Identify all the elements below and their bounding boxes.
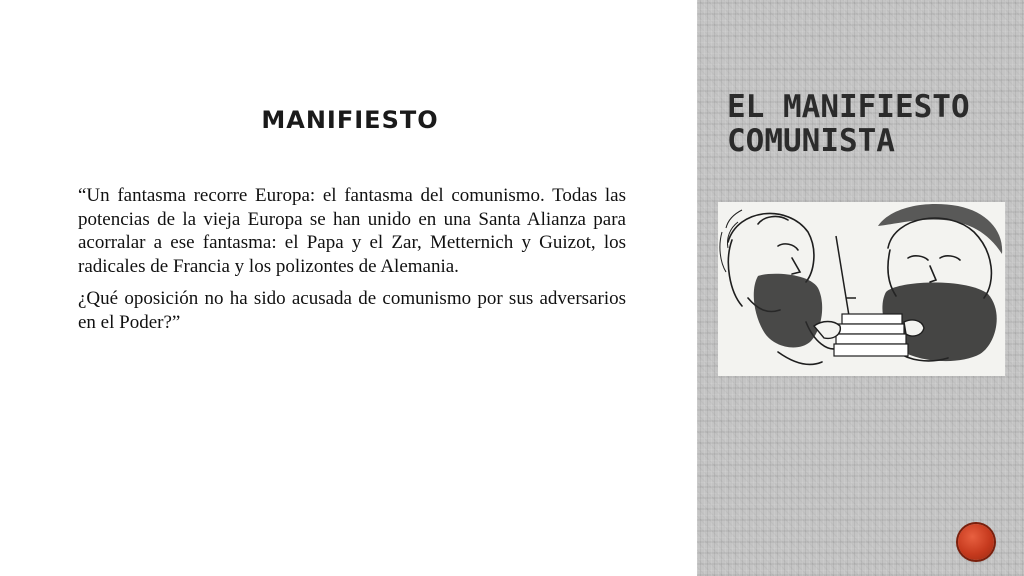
cartoon-illustration xyxy=(718,202,1005,376)
slide-number-badge xyxy=(958,524,994,560)
caricature-drawing xyxy=(718,202,1005,376)
slide-title: EL MANIFIESTO COMUNISTA xyxy=(727,89,970,159)
quote-body xyxy=(78,184,626,343)
section-heading: MANIFIESTO xyxy=(261,106,439,134)
quote-paragraph: ¿Qué oposición no ha sido acusada de comunismo por sus adversarios en el Poder?” xyxy=(78,288,626,333)
quote-paragraph: “Un fantasma recorre Europa: el fantasma del comunismo. Todas las potencias de la vieja Europa se han unido en una Santa Alianza para acorralar a ese fantasma: el Papa y el Zar, Metternich y Guizot, los radicales de Francia y los polizontes de Alemania. xyxy=(78,185,626,277)
